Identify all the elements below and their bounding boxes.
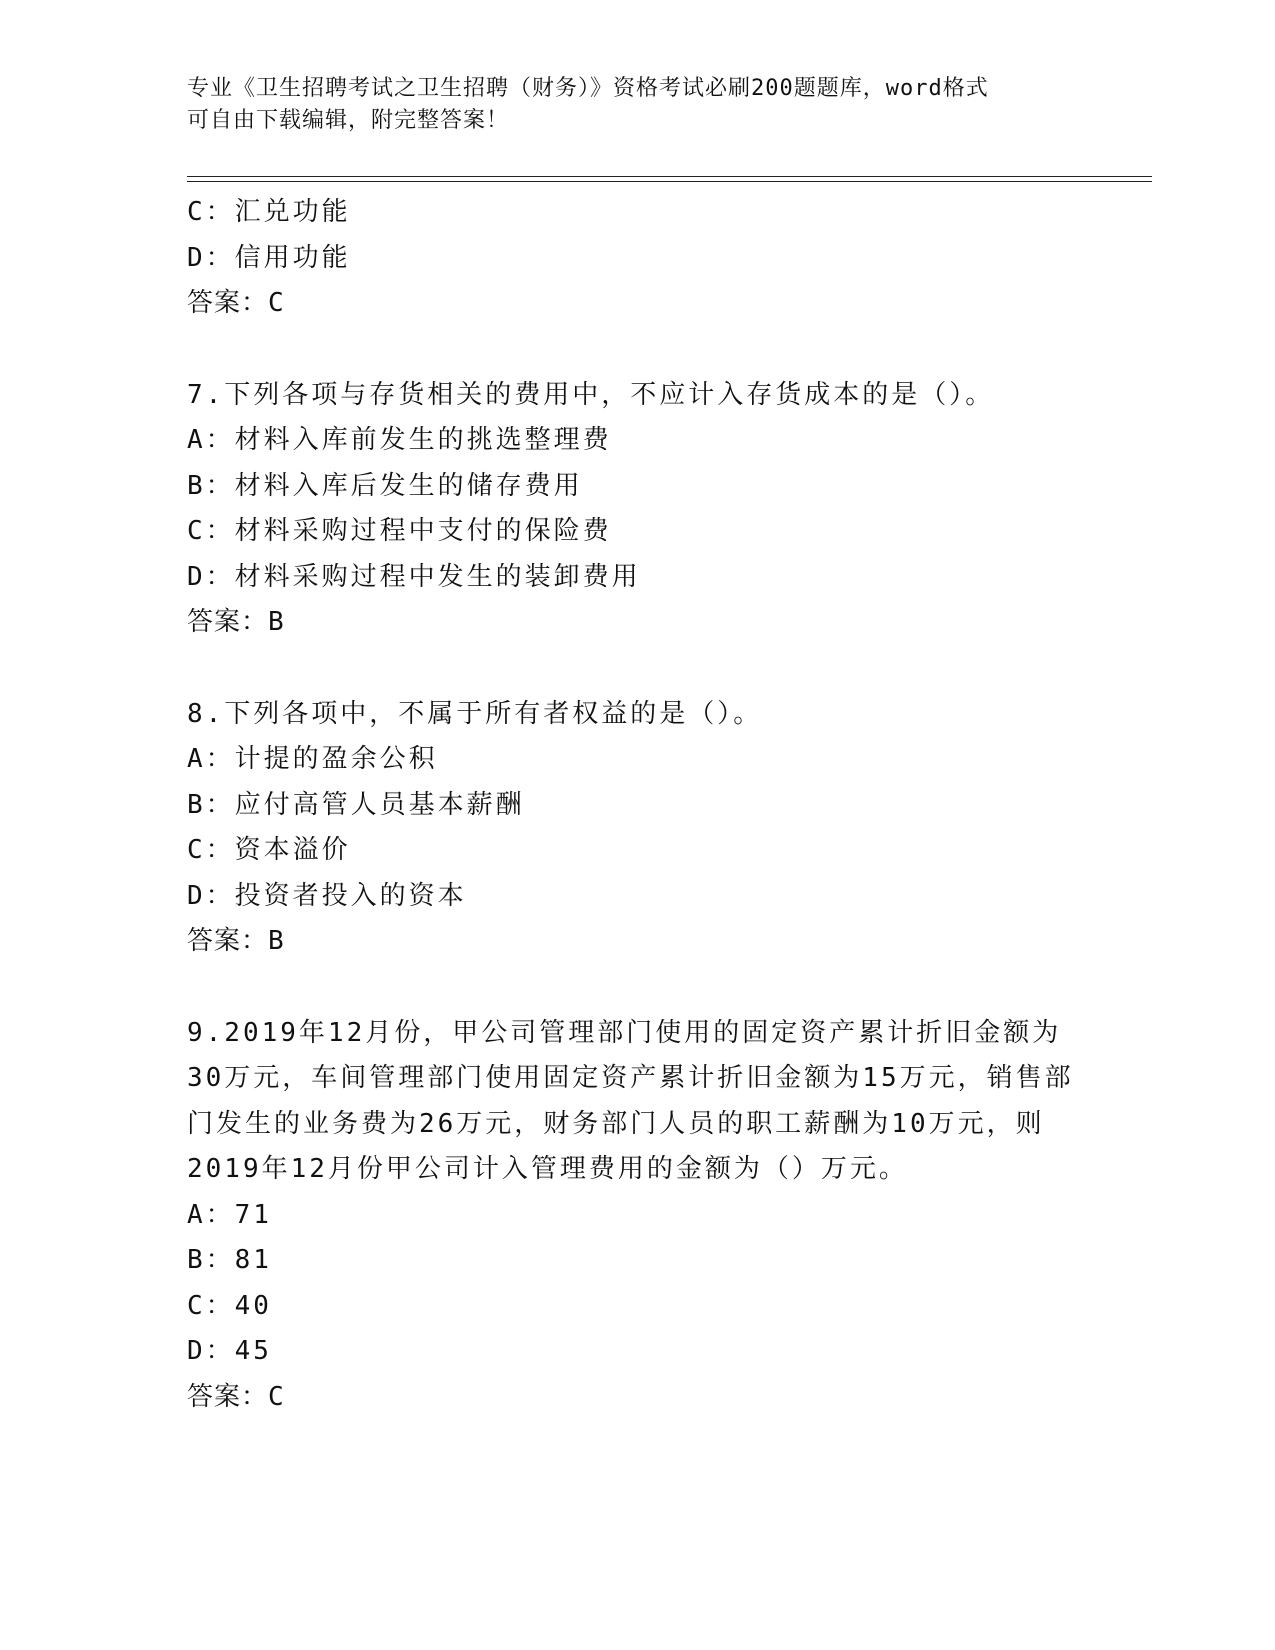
option-b: B：81 xyxy=(187,1245,272,1275)
option-b: B：材料入库后发生的储存费用 xyxy=(187,470,583,501)
option-c: C：汇兑功能 xyxy=(187,197,351,227)
option-d: D：材料采购过程中发生的装卸费用 xyxy=(187,561,641,592)
question-list xyxy=(187,190,1087,1420)
answer-line: 答案：C xyxy=(187,1381,285,1412)
question-stem-line: 门发生的业务费为26万元，财务部门人员的职工薪酬为10万元，则 xyxy=(187,1108,1045,1139)
option-a: A：71 xyxy=(187,1199,272,1230)
question-stem-line: 9.2019年12月份，甲公司管理部门使用的固定资产累计折旧金额为 xyxy=(187,1017,1062,1048)
question-stem-line: 2019年12月份甲公司计入管理费用的金额为（）万元。 xyxy=(187,1154,908,1184)
question-stem xyxy=(187,373,1087,419)
header-title-line-2: 可自由下载编辑，附完整答案！ xyxy=(187,108,510,133)
question-stem xyxy=(187,692,1087,738)
question-stem-line: 8.下列各项中，不属于所有者权益的是（）。 xyxy=(187,698,763,729)
question-stem xyxy=(187,1011,1087,1193)
option-d: D：信用功能 xyxy=(187,242,351,273)
question-9 xyxy=(187,1011,1087,1421)
option-d: D：45 xyxy=(187,1336,272,1366)
question-8 xyxy=(187,692,1087,965)
answer-line: 答案：B xyxy=(187,926,285,956)
option-b: B：应付高管人员基本薪酬 xyxy=(187,789,525,820)
question-stem-line: 30万元，车间管理部门使用固定资产累计折旧金额为15万元，销售部 xyxy=(187,1063,1074,1093)
option-c: C：40 xyxy=(187,1290,272,1321)
answer-line: 答案：B xyxy=(187,607,285,637)
question-stem-line: 7.下列各项与存货相关的费用中，不应计入存货成本的是（）。 xyxy=(187,379,995,410)
header-rule-bottom xyxy=(187,181,1152,182)
document-header xyxy=(187,73,1087,137)
header-title-line-1: 专业《卫生招聘考试之卫生招聘（财务）》资格考试必刷200题题库，word格式 xyxy=(187,76,989,101)
option-d: D：投资者投入的资本 xyxy=(187,880,467,911)
option-a: A：计提的盈余公积 xyxy=(187,744,438,774)
header-rule-top xyxy=(187,176,1152,177)
question-7 xyxy=(187,373,1087,646)
option-a: A：材料入库前发生的挑选整理费 xyxy=(187,425,612,455)
option-c: C：材料采购过程中支付的保险费 xyxy=(187,516,612,546)
answer-line: 答案：C xyxy=(187,288,285,318)
previous-question-tail xyxy=(187,190,1087,327)
option-c: C：资本溢价 xyxy=(187,835,351,865)
